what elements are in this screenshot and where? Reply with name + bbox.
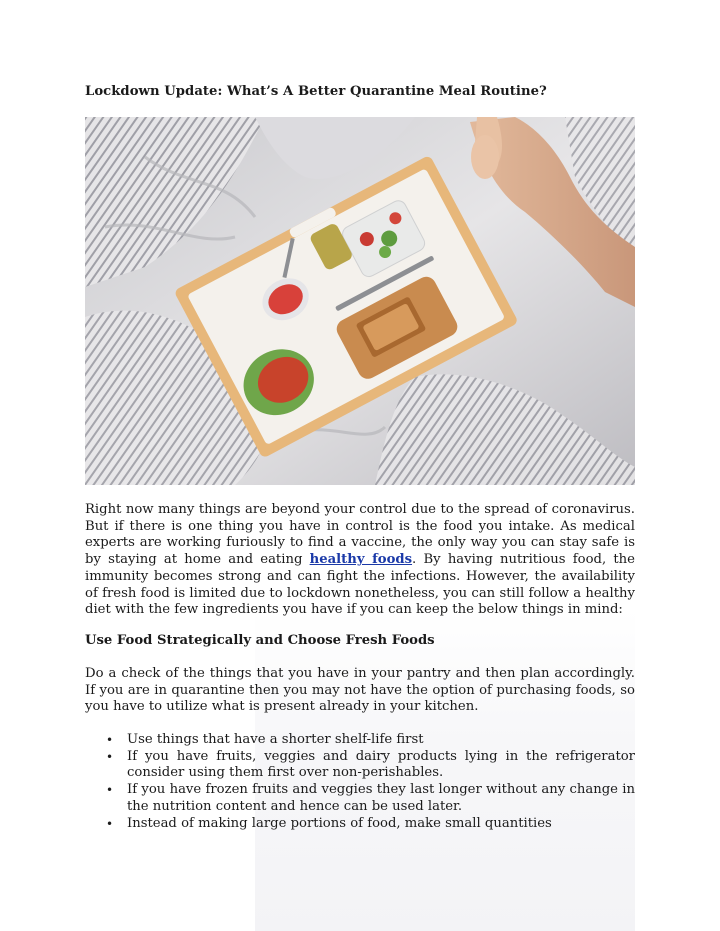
section-heading: Use Food Strategically and Choose Fresh Foods <box>85 633 435 648</box>
list-item <box>85 782 635 815</box>
hero-image <box>85 117 635 485</box>
intro-paragraph <box>85 502 635 619</box>
tips-list <box>85 732 635 832</box>
bullet-icon: • <box>106 749 114 764</box>
bullet-icon: • <box>106 816 114 831</box>
bullet-icon: • <box>106 733 114 747</box>
healthy-foods-link[interactable]: healthy foods <box>309 552 413 568</box>
list-item <box>85 749 635 782</box>
list-item <box>85 816 635 833</box>
intro-text-end: . By having nutritious food, the immunity becomes strong and can fight the infections. However, the availability of fresh food is limited due to lockdown nonetheless, you can still follow a healthy diet with the few ingredients you have if you can keep the below things in mind: <box>85 552 635 618</box>
list-item-text: Instead of making large portions of food, make small quantities <box>127 815 552 831</box>
list-item-text: If you have fruits, veggies and dairy products lying in the refrigerator consider using them first over non-perishables. <box>127 748 635 781</box>
pantry-paragraph: Do a check of the things that you have in your pantry and then plan accordingly. If you are in quarantine then you may not have the option of purchasing foods, so you have to utilize what is present already in your kitchen. <box>85 666 635 715</box>
bullet-icon: • <box>106 783 114 798</box>
intro-text-start: Right now many things are beyond your control due to the spread of coronavirus. But if there is one thing you have in control is the food you intake. As medical experts are working furiously to find a vaccine, the only way you can stay safe is by staying at home and eating <box>85 502 635 568</box>
list-item-text: Use things that have a shorter shelf-life first <box>127 732 424 747</box>
list-item <box>85 732 635 749</box>
article-title: Lockdown Update: What’s A Better Quarantine Meal Routine? <box>85 84 547 99</box>
list-item-text: If you have frozen fruits and veggies they last longer without any change in the nutrition content and hence can be used later. <box>127 782 635 814</box>
